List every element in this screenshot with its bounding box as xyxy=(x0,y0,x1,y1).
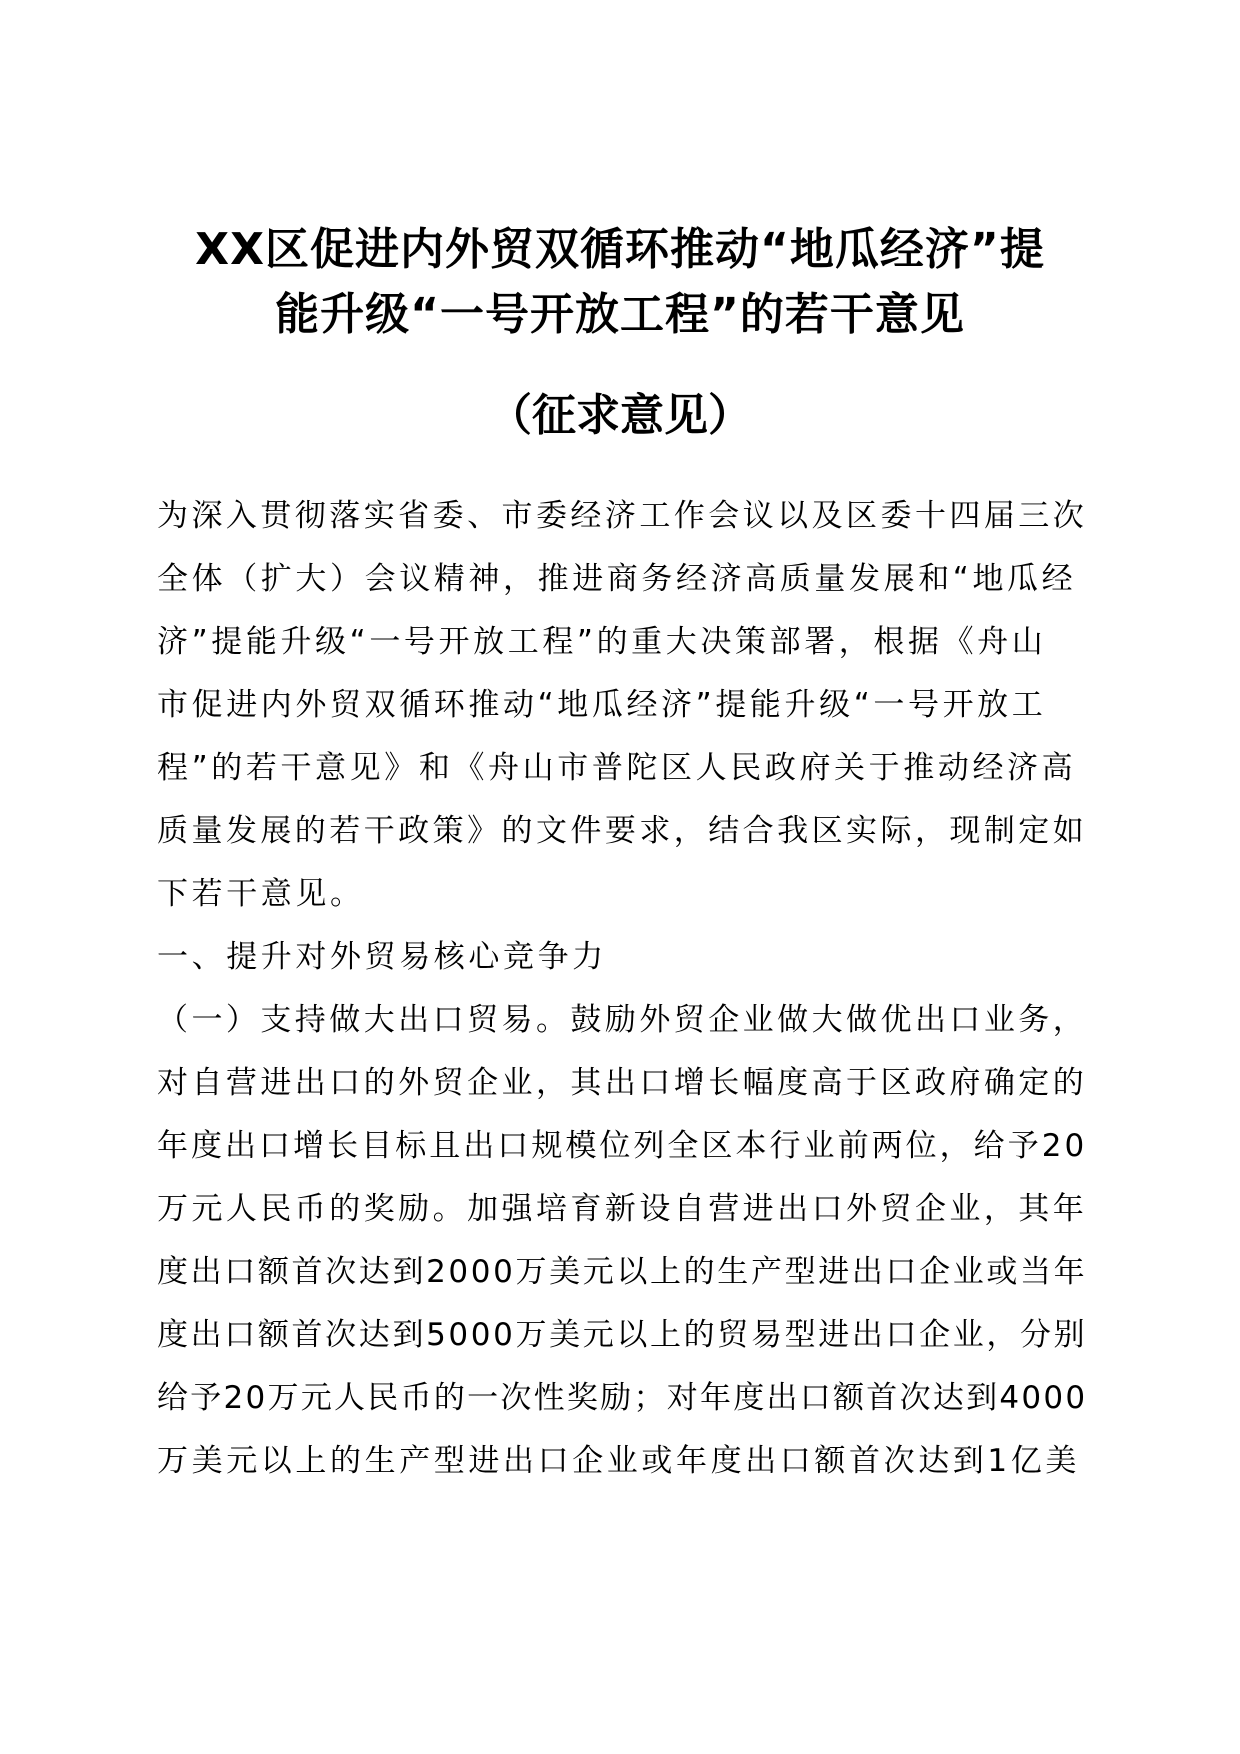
section-heading: 一、提升对外贸易核心竞争力 xyxy=(157,939,607,975)
document-title-line-2: 能升级“一号开放工程”的若干意见 xyxy=(275,289,965,340)
body-line: 质量发展的若干政策》的文件要求，结合我区实际，现制定如 xyxy=(157,813,1088,849)
body-line: （一）支持做大出口贸易。鼓励外贸企业做大做优出口业务， xyxy=(157,1002,1088,1038)
body-line: 年度出口增长目标且出口规模位列全区本行业前两位，给予20 xyxy=(157,1128,1088,1164)
body-line: 万元人民币的奖励。加强培育新设自营进出口外贸企业，其年 xyxy=(157,1191,1088,1227)
body-line: 为深入贯彻落实省委、市委经济工作会议以及区委十四届三次 xyxy=(157,498,1088,534)
body-line: 下若干意见。 xyxy=(157,876,365,912)
body-line: 市促进内外贸双循环推动“地瓜经济”提能升级“一号开放工 xyxy=(157,687,1047,723)
document-subtitle: （征求意见） xyxy=(488,390,752,441)
body-line: 给予20万元人民币的一次性奖励；对年度出口额首次达到4000 xyxy=(157,1380,1088,1416)
body-line: 全体（扩大）会议精神，推进商务经济高质量发展和“地瓜经 xyxy=(157,561,1077,597)
body-line: 度出口额首次达到2000万美元以上的生产型进出口企业或当年 xyxy=(157,1254,1088,1290)
document-title-line-1: XX区促进内外贸双循环推动“地瓜经济”提 xyxy=(195,224,1045,275)
body-line: 济”提能升级“一号开放工程”的重大决策部署，根据《舟山 xyxy=(157,624,1047,660)
body-line: 对自营进出口的外贸企业，其出口增长幅度高于区政府确定的 xyxy=(157,1065,1088,1101)
body-line: 度出口额首次达到5000万美元以上的贸易型进出口企业，分别 xyxy=(157,1317,1088,1353)
body-line: 万美元以上的生产型进出口企业或年度出口额首次达到1亿美 xyxy=(157,1443,1080,1479)
body-line: 程”的若干意见》和《舟山市普陀区人民政府关于推动经济高 xyxy=(157,750,1077,786)
